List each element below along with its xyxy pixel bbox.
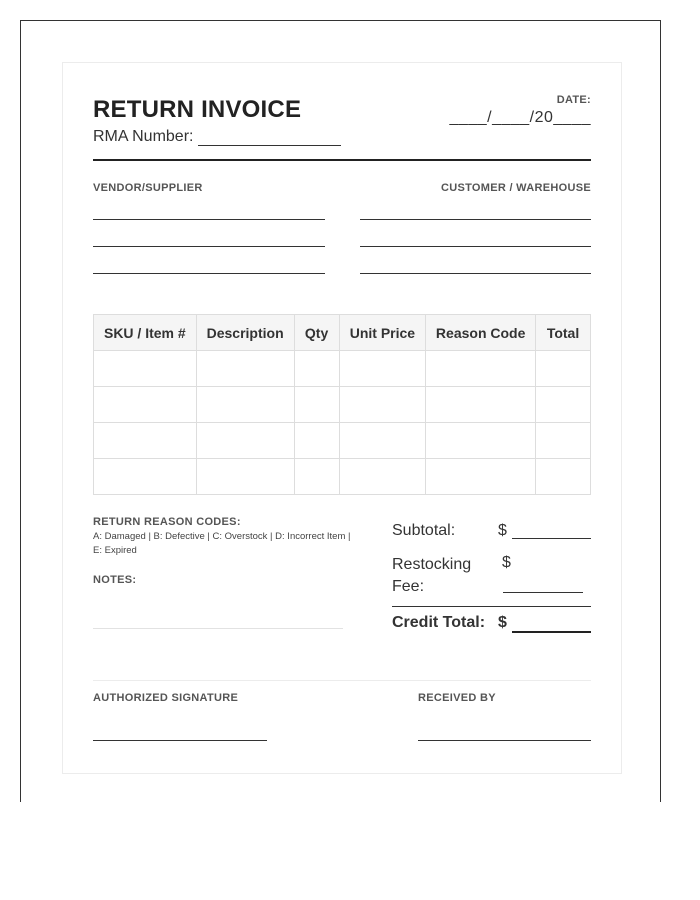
table-cell[interactable] xyxy=(196,459,294,495)
reason-codes-text: A: Damaged | B: Defective | C: Overstock | D: Incorrect Item | E: Expired xyxy=(93,531,351,556)
col-header-qty: Qty xyxy=(294,315,339,351)
table-cell[interactable] xyxy=(294,459,339,495)
header-divider xyxy=(93,159,591,161)
table-cell[interactable] xyxy=(536,351,591,387)
authorized-signature-label: AUTHORIZED SIGNATURE xyxy=(93,692,239,704)
items-table xyxy=(93,314,591,495)
table-row xyxy=(94,423,591,459)
table-header-row xyxy=(94,315,591,351)
table-cell[interactable] xyxy=(196,423,294,459)
col-header-unit-price: Unit Price xyxy=(339,315,426,351)
table-cell[interactable] xyxy=(339,423,426,459)
credit-total-label: Credit Total: xyxy=(392,614,486,631)
signature-divider xyxy=(93,680,591,681)
date-label: DATE: xyxy=(556,94,591,106)
table-cell[interactable] xyxy=(536,423,591,459)
table-cell[interactable] xyxy=(536,459,591,495)
table-cell[interactable] xyxy=(94,387,197,423)
col-header-reason-code: Reason Code xyxy=(426,315,536,351)
invoice-title: RETURN INVOICE xyxy=(93,96,302,123)
col-header-sku: SKU / Item # xyxy=(94,315,197,351)
table-cell[interactable] xyxy=(94,459,197,495)
vendor-line-1[interactable] xyxy=(93,219,325,220)
customer-label: CUSTOMER / WAREHOUSE xyxy=(440,182,591,194)
credit-total-currency: $ xyxy=(498,614,507,631)
subtotal-label: Subtotal: xyxy=(392,522,456,539)
table-cell[interactable] xyxy=(196,351,294,387)
table-cell[interactable] xyxy=(339,351,426,387)
rma-number-label: RMA Number: xyxy=(93,128,194,145)
table-row xyxy=(94,351,591,387)
notes-label: NOTES: xyxy=(93,574,137,586)
table-cell[interactable] xyxy=(536,387,591,423)
rma-number-field[interactable] xyxy=(198,145,341,146)
reason-codes-label: RETURN REASON CODES: xyxy=(93,516,241,528)
table-cell[interactable] xyxy=(339,459,426,495)
subtotal-currency: $ xyxy=(498,522,507,539)
col-header-total: Total xyxy=(536,315,591,351)
table-cell[interactable] xyxy=(94,351,197,387)
table-cell[interactable] xyxy=(294,387,339,423)
vendor-line-3[interactable] xyxy=(93,273,325,274)
vendor-line-2[interactable] xyxy=(93,246,325,247)
table-cell[interactable] xyxy=(294,351,339,387)
invoice-card xyxy=(62,62,622,774)
subtotal-field[interactable] xyxy=(512,538,591,539)
received-by-field[interactable] xyxy=(418,740,591,741)
notes-field[interactable] xyxy=(93,628,343,629)
date-field[interactable]: ____/____/20____ xyxy=(449,109,591,126)
document-page xyxy=(20,20,661,802)
table-row xyxy=(94,459,591,495)
customer-line-2[interactable] xyxy=(360,246,591,247)
restocking-fee-field[interactable] xyxy=(503,592,583,593)
table-cell[interactable] xyxy=(196,387,294,423)
restocking-fee-label: Restocking Fee: xyxy=(392,556,472,595)
col-header-description: Description xyxy=(196,315,294,351)
table-cell[interactable] xyxy=(426,459,536,495)
totals-divider xyxy=(392,606,591,607)
authorized-signature-field[interactable] xyxy=(93,740,267,741)
customer-line-1[interactable] xyxy=(360,219,591,220)
table-cell[interactable] xyxy=(294,423,339,459)
restocking-fee-currency: $ xyxy=(502,554,511,571)
table-cell[interactable] xyxy=(339,387,426,423)
table-cell[interactable] xyxy=(94,423,197,459)
table-cell[interactable] xyxy=(426,423,536,459)
vendor-label: VENDOR/SUPPLIER xyxy=(93,182,203,194)
table-row xyxy=(94,387,591,423)
customer-line-3[interactable] xyxy=(360,273,591,274)
credit-total-field[interactable] xyxy=(512,631,591,633)
table-cell[interactable] xyxy=(426,351,536,387)
table-cell[interactable] xyxy=(426,387,536,423)
received-by-label: RECEIVED BY xyxy=(418,692,496,704)
